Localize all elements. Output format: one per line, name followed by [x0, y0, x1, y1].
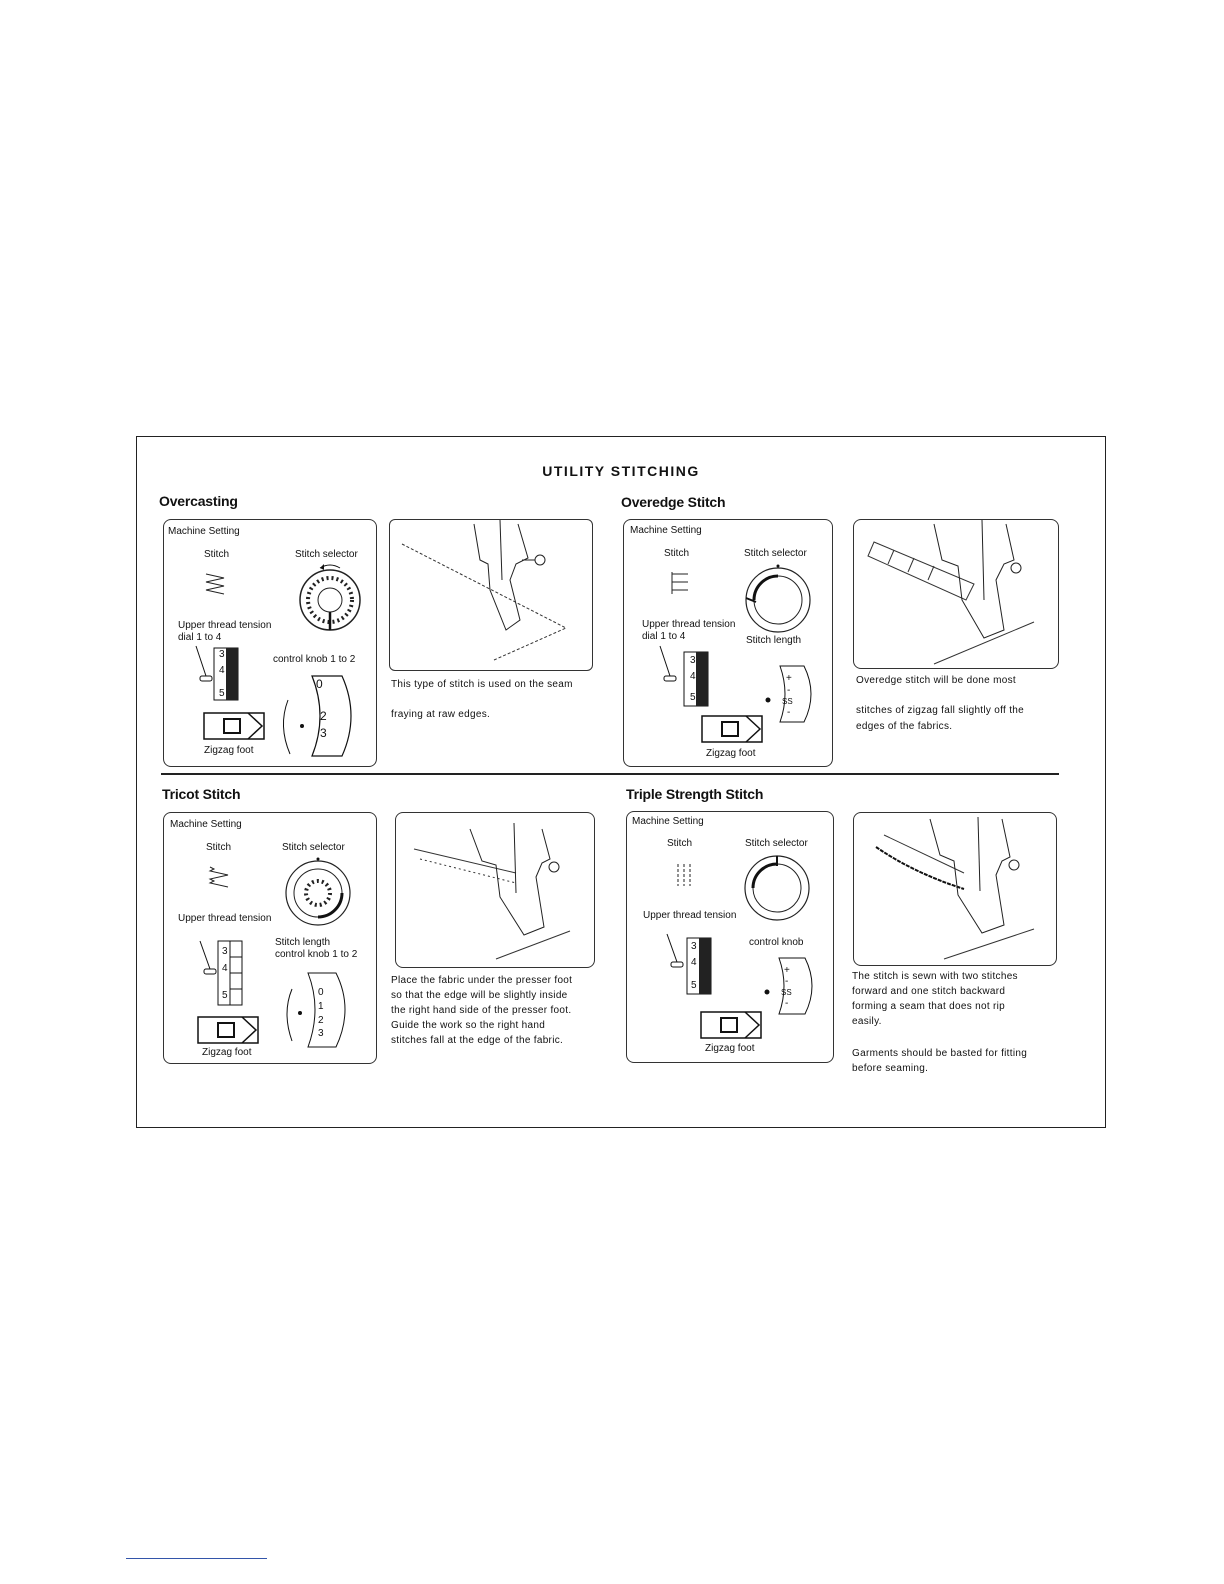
stitch-selector-dial-icon — [296, 564, 366, 634]
sewing-foot-illustration-icon — [854, 813, 1058, 967]
tricot-text-3: the right hand side of the presser foot. — [391, 1005, 572, 1016]
machine-setting-box-overedge — [623, 519, 833, 767]
tension-range-label: dial 1 to 4 — [178, 632, 222, 643]
stitch-label: Stitch — [204, 549, 230, 560]
machine-setting-label: Machine Setting — [168, 526, 240, 537]
triple-text-5: Garments should be basted for fitting — [852, 1048, 1028, 1059]
tension-number-4: 4 — [222, 963, 228, 974]
tension-dial-icon — [658, 642, 714, 708]
zigzag-foot-icon — [701, 1012, 763, 1042]
triple-text-2: forward and one stitch backward — [852, 986, 1006, 997]
knob-mark-minus-2: - — [787, 707, 791, 718]
stitch-selector-dial-icon — [743, 852, 815, 924]
tricot-text-1: Place the fabric under the presser foot — [391, 975, 573, 986]
upper-thread-tension-label: Upper thread tension — [642, 619, 736, 630]
control-knob-label: control knob — [749, 937, 804, 948]
knob-mark-ss: SS — [782, 697, 793, 706]
knob-number-0: 0 — [318, 987, 324, 998]
knob-mark-plus: + — [784, 965, 790, 976]
tension-number-3: 3 — [222, 946, 228, 957]
knob-number-3: 3 — [320, 726, 327, 740]
knob-mark-minus: - — [787, 685, 791, 696]
instruction-panel — [136, 436, 1106, 1128]
section-title-overcasting: Overcasting — [159, 493, 238, 509]
knob-mark-ss: SS — [781, 988, 792, 997]
machine-setting-box-tricot — [163, 812, 377, 1064]
machine-setting-label: Machine Setting — [630, 525, 702, 536]
stitch-selector-label: Stitch selector — [282, 842, 345, 853]
stitch-length-knob-icon — [286, 969, 362, 1051]
overcasting-illustration — [389, 519, 593, 671]
page-title: UTILITY STITCHING — [542, 463, 700, 479]
triple-text-6: before seaming. — [852, 1063, 929, 1074]
stitch-label: Stitch — [664, 548, 690, 559]
knob-number-3: 3 — [318, 1028, 324, 1039]
tension-number-4: 4 — [691, 957, 697, 968]
tricot-illustration — [395, 812, 595, 968]
overcasting-text-1: This type of stitch is used on the seam — [391, 679, 573, 690]
control-knob-label: control knob 1 to 2 — [273, 654, 356, 665]
sewing-foot-illustration-icon — [396, 813, 596, 969]
tension-number-3: 3 — [690, 655, 696, 666]
overedge-stitch-icon — [670, 570, 692, 598]
knob-number-1: 1 — [318, 1001, 324, 1012]
tension-number-3: 3 — [219, 649, 225, 660]
tension-number-5: 5 — [219, 688, 225, 699]
section-title-overedge: Overedge Stitch — [621, 494, 726, 510]
section-title-triple-strength: Triple Strength Stitch — [626, 786, 764, 802]
footer-link-underline — [126, 1558, 267, 1559]
foot-label: Zigzag foot — [705, 1043, 755, 1054]
triple-text-4: easily. — [852, 1016, 882, 1027]
foot-label: Zigzag foot — [202, 1047, 252, 1058]
stitch-selector-dial-icon — [284, 857, 354, 927]
zigzag-stitch-icon — [204, 572, 228, 598]
tricot-text-4: Guide the work so the right hand — [391, 1020, 546, 1031]
stitch-length-label: Stitch length — [275, 937, 331, 948]
sewing-foot-illustration-icon — [390, 520, 594, 672]
machine-setting-box-overcasting — [163, 519, 377, 767]
triple-text-3: forming a seam that does not rip — [852, 1001, 1006, 1012]
triple-strength-illustration — [853, 812, 1057, 966]
foot-label: Zigzag foot — [706, 748, 756, 759]
stitch-selector-dial-icon — [744, 564, 816, 636]
knob-mark-minus: - — [785, 976, 789, 987]
triple-stitch-icon — [675, 862, 693, 890]
sewing-foot-illustration-icon — [854, 520, 1060, 670]
control-knob-label: control knob 1 to 2 — [275, 949, 358, 960]
machine-setting-box-triple-strength — [626, 811, 834, 1063]
stitch-label: Stitch — [667, 838, 693, 849]
upper-thread-tension-label: Upper thread tension — [643, 910, 737, 921]
knob-number-2: 2 — [320, 709, 327, 723]
section-divider — [161, 773, 1059, 775]
upper-thread-tension-label: Upper thread tension — [178, 913, 272, 924]
machine-setting-label: Machine Setting — [170, 819, 242, 830]
stitch-selector-label: Stitch selector — [295, 549, 358, 560]
zigzag-foot-icon — [204, 713, 266, 743]
knob-number-0: 0 — [316, 677, 323, 691]
overcasting-text-2: fraying at raw edges. — [391, 709, 491, 720]
tension-number-3: 3 — [691, 941, 697, 952]
tension-number-5: 5 — [690, 692, 696, 703]
tricot-text-5: stitches fall at the edge of the fabric. — [391, 1035, 564, 1046]
stitch-label: Stitch — [206, 842, 232, 853]
stitch-length-label: Stitch length — [746, 635, 802, 646]
zigzag-foot-icon — [198, 1017, 260, 1047]
triple-text-1: The stitch is sewn with two stitches — [852, 971, 1018, 982]
knob-mark-plus: + — [786, 673, 792, 684]
overedge-illustration — [853, 519, 1059, 669]
tricot-stitch-icon — [208, 865, 232, 893]
knob-mark-minus-2: - — [785, 998, 789, 1009]
section-title-tricot: Tricot Stitch — [162, 786, 241, 802]
overedge-text-1: Overedge stitch will be done most — [856, 675, 1016, 686]
upper-thread-tension-label: Upper thread tension — [178, 620, 272, 631]
zigzag-foot-icon — [702, 716, 764, 746]
tension-number-4: 4 — [219, 665, 225, 676]
tension-number-5: 5 — [222, 990, 228, 1001]
stitch-selector-label: Stitch selector — [745, 838, 808, 849]
tension-number-4: 4 — [690, 671, 696, 682]
machine-setting-label: Machine Setting — [632, 816, 704, 827]
foot-label: Zigzag foot — [204, 745, 254, 756]
overedge-text-2: stitches of zigzag fall slightly off the — [856, 705, 1025, 716]
tension-range-label: dial 1 to 4 — [642, 631, 686, 642]
overedge-text-3: edges of the fabrics. — [856, 721, 953, 732]
stitch-selector-label: Stitch selector — [744, 548, 807, 559]
knob-number-2: 2 — [318, 1015, 324, 1026]
tension-number-5: 5 — [691, 980, 697, 991]
tricot-text-2: so that the edge will be slightly inside — [391, 990, 568, 1001]
